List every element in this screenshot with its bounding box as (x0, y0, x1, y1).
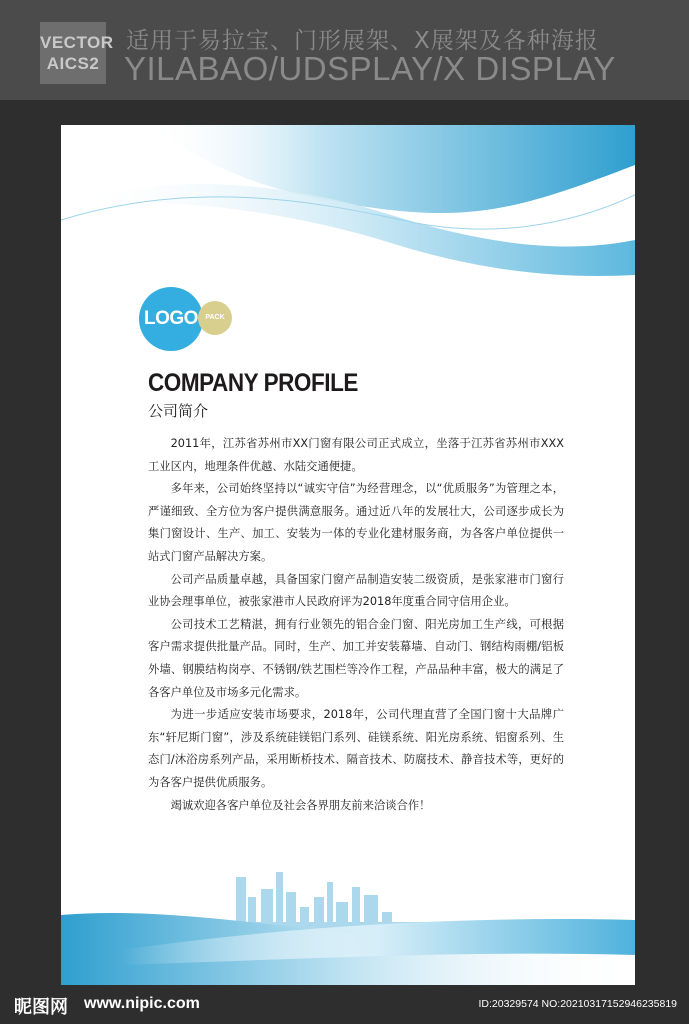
nipic-brand: 昵图网 (14, 997, 68, 1018)
profile-paragraph: 公司技术工艺精湛，拥有行业领先的铝合金门窗、阳光房加工生产线，可根据客户需求提供批量产品。同时，生产、加工并安装幕墙、自动门、钢结构雨棚/铝板外墙、钢膜结构岗亭、不锈钢/铁艺围栏等冷作工程，产品品种丰富，极大的满足了各客户单位及市场多元化需求。 (148, 617, 564, 699)
profile-closing: 竭诚欢迎各客户单位及社会各界朋友前来洽谈合作！ (170, 798, 431, 812)
badge-line-2: AICS2 (46, 54, 100, 73)
image-id-text: ID:20329574 NO:20210317152946235819 (478, 998, 677, 1010)
profile-paragraph: 2011年，江苏省苏州市XX门窗有限公司正式成立，坐落于江苏省苏州市XXX工业区内，地理条件优越、水陆交通便捷。 (148, 437, 564, 473)
top-wave-graphic (61, 125, 635, 285)
profile-paragraph: 公司产品质量卓越，具备国家门窗产品制造安装二级资质，是张家港市门窗行业协会理事单位，被张家港市人民政府评为2018年度重合同守信用企业。 (148, 572, 564, 609)
top-banner (0, 0, 689, 100)
logo-mark: LOGO (139, 287, 203, 351)
banner-title-cn: 适用于易拉宝、门形展架、X展架及各种海报 (126, 28, 599, 54)
format-badge (40, 22, 114, 84)
profile-paragraph: 多年来，公司始终坚持以“诚实守信”为经营理念，以“优质服务”为管理之本，严谨细致、全方位为客户提供满意服务。通过近八年的发展壮大，公司逐步成长为集门窗设计、生产、加工、安装为一体的专业化建材服务商，为各客户单位提供一站式门窗产品解决方案。 (148, 482, 564, 563)
banner-title-en: YILABAO/UDSPLAY/X DISPLAY (124, 50, 616, 87)
bottom-wave-graphic (61, 895, 635, 985)
profile-title-en: COMPANY PROFILE (148, 369, 358, 397)
profile-paragraph: 为进一步适应安装市场要求，2018年，公司代理直营了全国门窗十大品牌广东“轩尼斯门窗”，涉及系统硅镁铝门系列、硅镁系统、阳光房系统、铝窗系列、生态门/沐浴房系列产品，采用断桥技术、隔音技术、防腐技术、静音技术等，更好的为各客户提供优质服务。 (148, 708, 564, 789)
profile-title-cn: 公司简介 (148, 402, 209, 420)
badge-line-1: VECTOR (40, 33, 114, 52)
logo-pack-mark: PACK (198, 301, 232, 335)
poster-sheet (61, 125, 635, 985)
nipic-url: www.nipic.com (84, 995, 200, 1012)
profile-body (148, 433, 564, 817)
watermark-footer (0, 985, 689, 1024)
